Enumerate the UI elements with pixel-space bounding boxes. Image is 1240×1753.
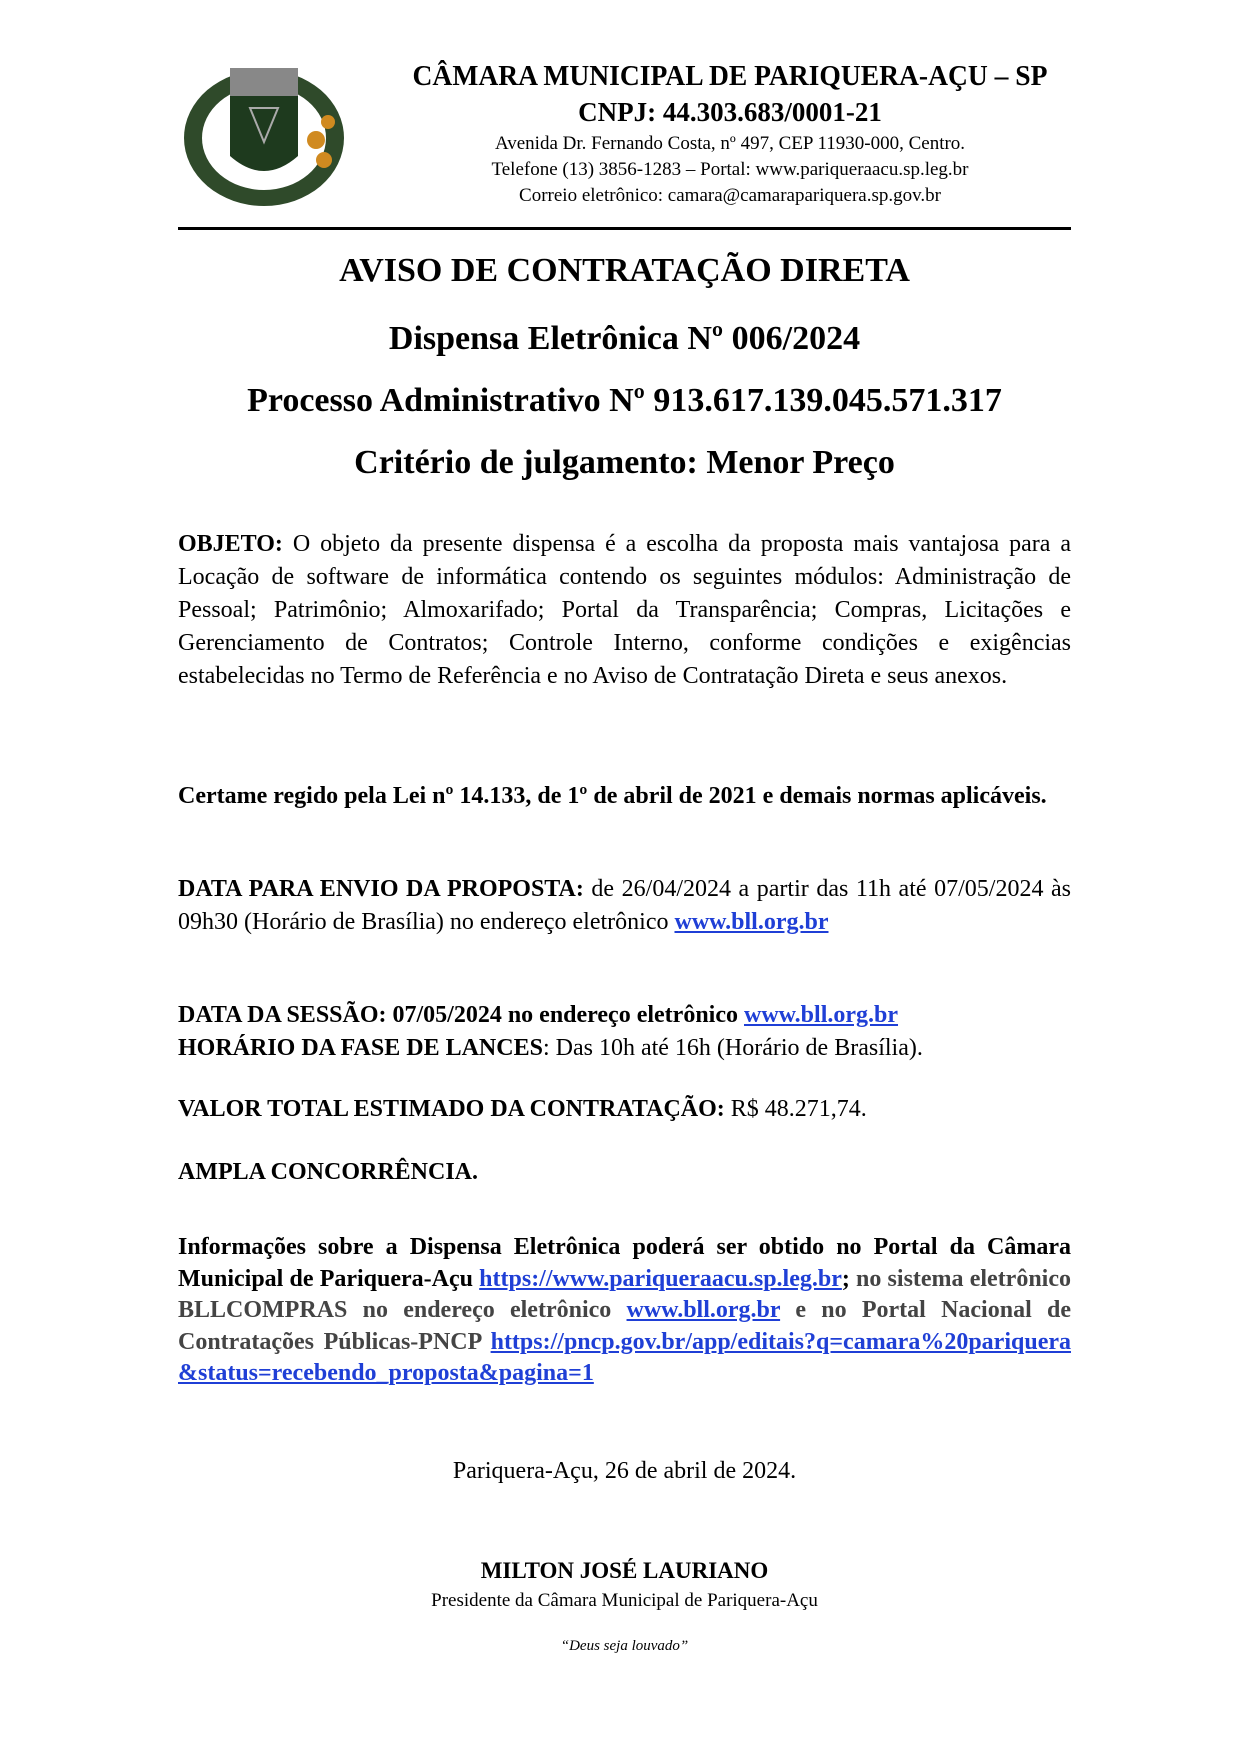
info-paragraph	[178, 1232, 1071, 1390]
email: Correio eletrônico: camara@camarapariquera.sp.gov.br	[519, 185, 941, 206]
motto: “Deus seja louvado”	[560, 1638, 689, 1654]
session-date	[178, 999, 1071, 1065]
cnpj: CNPJ: 44.303.683/0001-21	[578, 97, 882, 127]
bll-link[interactable]: www.bll.org.br	[626, 1297, 781, 1323]
signatory-role: Presidente da Câmara Municipal de Pariquera-Açu	[431, 1590, 818, 1611]
institution-name: CÂMARA MUNICIPAL DE PARIQUERA-AÇU – SP	[412, 60, 1048, 92]
info-text: Informações sobre a Dispensa Eletrônica poderá ser obtido no Portal da Câmara Municipal de Pariquera-Açu	[178, 1234, 1071, 1292]
dispensa-number: Dispensa Eletrônica Nº 006/2024	[388, 320, 861, 357]
notice-title: AVISO DE CONTRATAÇÃO DIRETA	[339, 252, 910, 289]
address: Avenida Dr. Fernando Costa, nº 497, CEP 11930-000, Centro.	[494, 133, 966, 154]
info-text: e no Portal Nacional de Contratações Públicas-PNCP	[178, 1297, 1071, 1355]
competition-type: AMPLA CONCORRÊNCIA.	[178, 1159, 478, 1185]
value-label: VALOR TOTAL ESTIMADO DA CONTRATAÇÃO:	[178, 1096, 725, 1122]
process-number: Processo Administrativo Nº 913.617.139.045.571.317	[247, 382, 1002, 419]
signatory-name: MILTON JOSÉ LAURIANO	[480, 1558, 769, 1583]
objeto-label: OBJETO:	[178, 531, 283, 557]
info-text: no sistema eletrônico BLLCOMPRAS no endereço eletrônico	[178, 1265, 1072, 1323]
objeto-paragraph	[178, 528, 1071, 693]
bll-link[interactable]: www.bll.org.br	[744, 1002, 899, 1028]
value-text: R$ 48.271,74.	[724, 1096, 867, 1122]
portal-link[interactable]: https://www.pariqueraacu.sp.leg.br	[479, 1265, 842, 1292]
proposal-text: de 26/04/2024 a partir das 11h até 07/05/2024 às 09h30 (Horário de Brasília) no endereço eletrônico	[178, 876, 1072, 935]
municipal-coat-of-arms-logo	[178, 60, 350, 210]
estimated-value	[178, 1093, 1071, 1126]
session-label: DATA DA SESSÃO: 07/05/2024 no endereço eletrônico	[178, 1002, 744, 1028]
proposal-label: DATA PARA ENVIO DA PROPOSTA:	[178, 876, 584, 902]
bids-text: : Das 10h até 16h (Horário de Brasília).	[542, 1035, 923, 1061]
bids-label: HORÁRIO DA FASE DE LANCES	[178, 1035, 543, 1061]
objeto-text: O objeto da presente dispensa é a escolha da proposta mais vantajosa para a Locação de software de informática contendo os seguintes módulos: Administração de Pessoal; Patrimônio; Almoxarifado; Portal da Transparência; Compras, Licitações e Gerenciamento de Contratos; Controle Interno, conforme condições e exigências estabelecidas no Termo de Referência e no Aviso de Contratação Direta e seus anexos.	[178, 531, 1071, 689]
phone-portal: Telefone (13) 3856-1283 – Portal: www.pariqueraacu.sp.leg.br	[491, 159, 969, 180]
certame-paragraph: Certame regido pela Lei nº 14.133, de 1º de abril de 2021 e demais normas aplicáveis.	[178, 783, 1047, 809]
proposal-dates	[178, 873, 1071, 939]
header-divider	[178, 227, 1071, 230]
place-date: Pariquera-Açu, 26 de abril de 2024.	[452, 1458, 797, 1484]
judgment-criterion: Critério de julgamento: Menor Preço	[354, 444, 895, 481]
bll-link[interactable]: www.bll.org.br	[674, 909, 829, 935]
pncp-link[interactable]: https://pncp.gov.br/app/editais?q=camara%20pariquera&status=recebendo_proposta&pagina=1	[178, 1328, 1071, 1386]
info-text: ;	[841, 1265, 850, 1292]
